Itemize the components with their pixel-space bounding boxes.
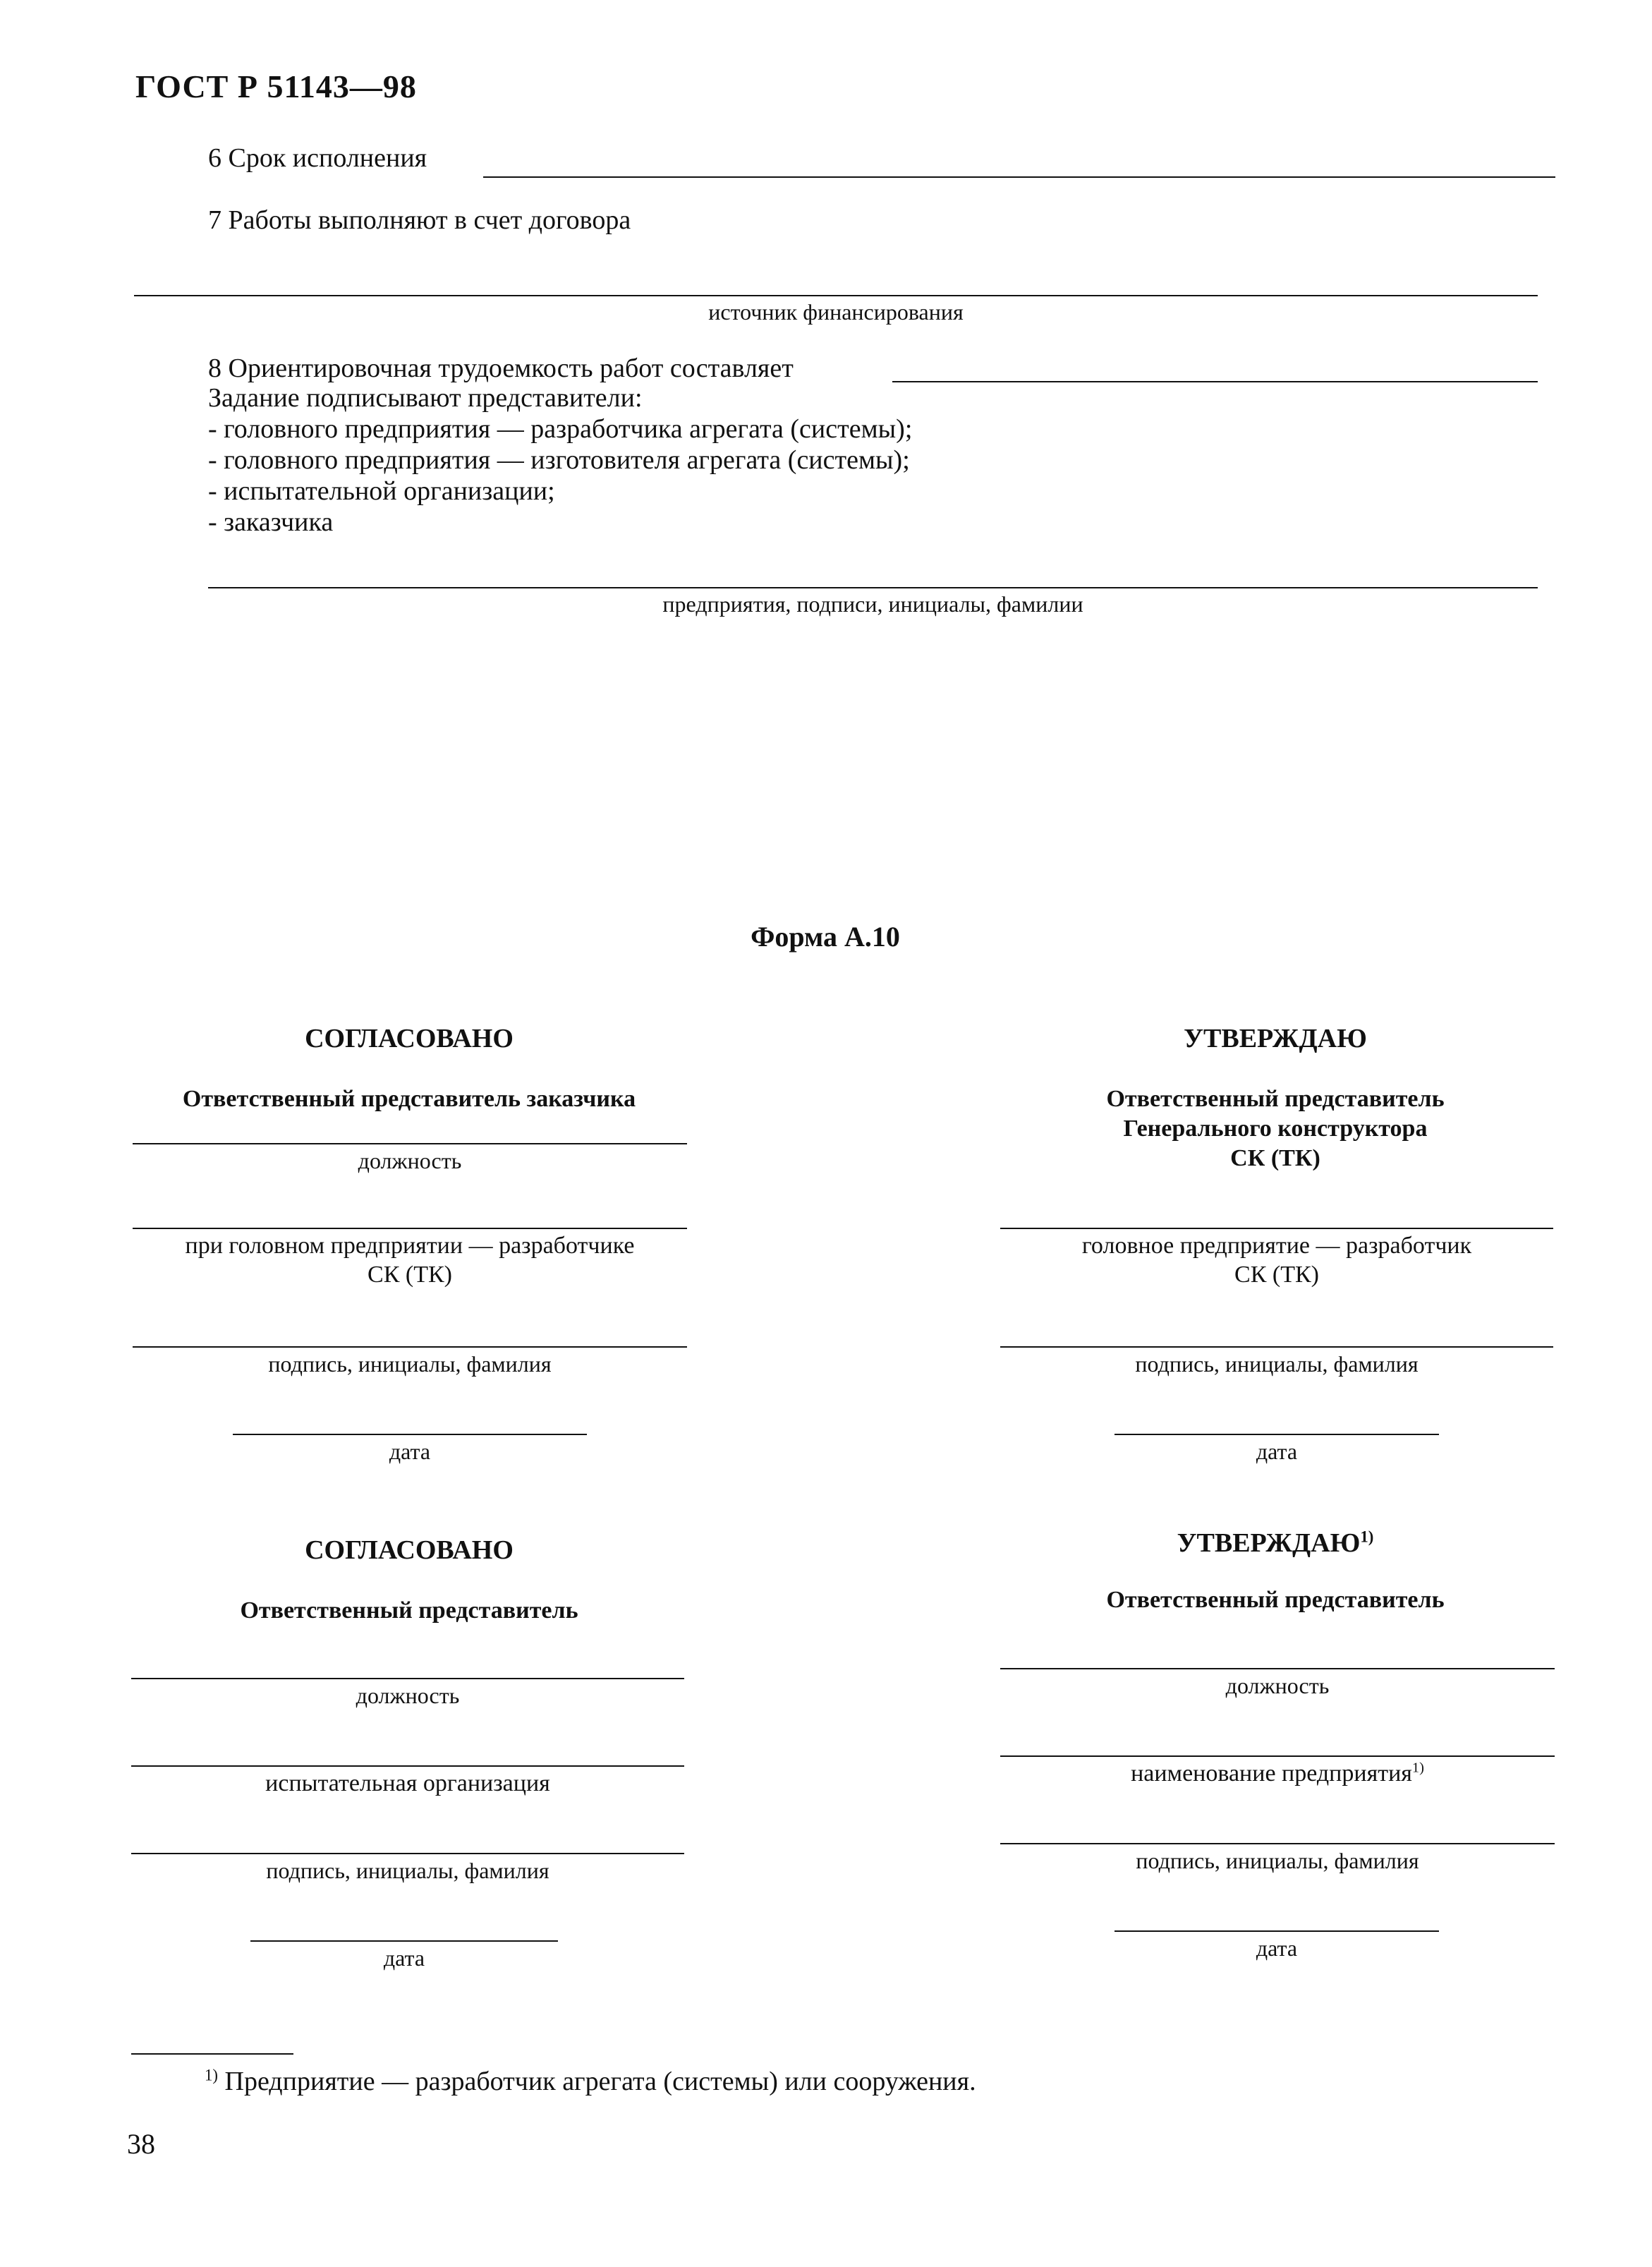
footnote-text: Предприятие — разработчик агрегата (системы) или сооружения. xyxy=(224,2067,976,2096)
footnote xyxy=(205,2066,976,2097)
right-1-signature-line xyxy=(1000,1346,1553,1348)
left-1-org-line xyxy=(133,1228,687,1229)
left-block-1-heading: Ответственный представитель заказчика xyxy=(182,1086,636,1112)
funding-caption: источник финансирования xyxy=(708,299,964,325)
form-title: Форма А.10 xyxy=(751,921,900,953)
signer-item: - испытательной организации; xyxy=(208,476,555,506)
page-number: 38 xyxy=(127,2128,155,2160)
signer-item: - заказчика xyxy=(208,507,334,537)
left-2-date-line xyxy=(250,1940,558,1942)
left-2-date-caption: дата xyxy=(383,1945,425,1971)
item-6-label: 6 Срок исполнения xyxy=(208,143,427,173)
right-block-1-heading-2: Генерального конструктора xyxy=(1123,1116,1428,1142)
right-2-position-caption: должность xyxy=(1225,1673,1330,1698)
right-1-date-line xyxy=(1115,1434,1439,1435)
item-8-label: 8 Ориентировочная трудоемкость работ составляет xyxy=(208,353,794,383)
right-2-org-footnote-mark: 1) xyxy=(1411,1760,1424,1776)
right-block-2-title-text: УТВЕРЖДАЮ xyxy=(1177,1528,1361,1558)
left-2-signature-caption: подпись, инициалы, фамилия xyxy=(266,1858,549,1883)
left-2-org-line xyxy=(131,1765,684,1767)
labor-intensity-field-line xyxy=(892,381,1538,382)
document-code: ГОСТ Р 51143—98 xyxy=(135,68,417,104)
left-2-position-caption: должность xyxy=(356,1683,460,1708)
right-2-position-line xyxy=(1000,1668,1555,1669)
right-1-org-caption-2: СК (ТК) xyxy=(1234,1262,1319,1288)
left-2-signature-line xyxy=(131,1853,684,1854)
left-block-2-heading: Ответственный представитель xyxy=(240,1597,578,1624)
right-2-date-line xyxy=(1115,1930,1439,1932)
left-1-signature-caption: подпись, инициалы, фамилия xyxy=(268,1351,552,1377)
funding-field-line xyxy=(134,295,1538,296)
left-1-date-line xyxy=(233,1434,587,1435)
item-7-label: 7 Работы выполняют в счет договора xyxy=(208,205,631,235)
left-block-1-title: СОГЛАСОВАНО xyxy=(305,1024,514,1053)
right-2-date-caption: дата xyxy=(1256,1935,1298,1961)
right-block-1-title: УТВЕРЖДАЮ xyxy=(1184,1024,1367,1053)
signers-caption: предприятия, подписи, инициалы, фамилии xyxy=(662,591,1083,617)
signers-intro: Задание подписывают представители: xyxy=(208,383,643,413)
right-1-org-line xyxy=(1000,1228,1553,1229)
right-1-signature-caption: подпись, инициалы, фамилия xyxy=(1135,1351,1419,1377)
right-2-org-line xyxy=(1000,1755,1555,1757)
signers-field-line xyxy=(208,587,1538,588)
right-block-1-heading-3: СК (ТК) xyxy=(1230,1145,1320,1171)
signer-item: - головного предприятия — разработчика агрегата (системы); xyxy=(208,414,913,444)
left-1-org-caption-2: СК (ТК) xyxy=(368,1262,452,1288)
left-2-position-line xyxy=(131,1678,684,1679)
right-block-2-title-footnote-mark: 1) xyxy=(1360,1528,1374,1546)
right-block-2-heading: Ответственный представитель xyxy=(1106,1587,1445,1613)
right-2-signature-line xyxy=(1000,1843,1555,1844)
right-2-signature-caption: подпись, инициалы, фамилия xyxy=(1136,1848,1419,1873)
left-1-date-caption: дата xyxy=(389,1439,431,1464)
footnote-separator xyxy=(131,2053,293,2055)
right-2-org-caption-text: наименование предприятия xyxy=(1131,1760,1412,1787)
footnote-mark: 1) xyxy=(205,2066,218,2084)
left-2-org-caption: испытательная организация xyxy=(265,1770,550,1796)
deadline-field-line xyxy=(483,176,1555,178)
left-1-org-caption-1: при головном предприятии — разработчике xyxy=(185,1233,635,1259)
right-block-1-heading-1: Ответственный представитель xyxy=(1106,1086,1445,1112)
left-1-position-line xyxy=(133,1143,687,1144)
right-2-org-caption xyxy=(1000,1760,1555,1787)
left-1-position-caption: должность xyxy=(358,1148,462,1173)
right-1-date-caption: дата xyxy=(1256,1439,1298,1464)
signer-item: - головного предприятия — изготовителя агрегата (системы); xyxy=(208,445,910,475)
right-1-org-caption-1: головное предприятие — разработчик xyxy=(1081,1233,1472,1259)
right-block-2-title xyxy=(998,1528,1553,1559)
left-block-2-title: СОГЛАСОВАНО xyxy=(305,1535,514,1565)
left-1-signature-line xyxy=(133,1346,687,1348)
